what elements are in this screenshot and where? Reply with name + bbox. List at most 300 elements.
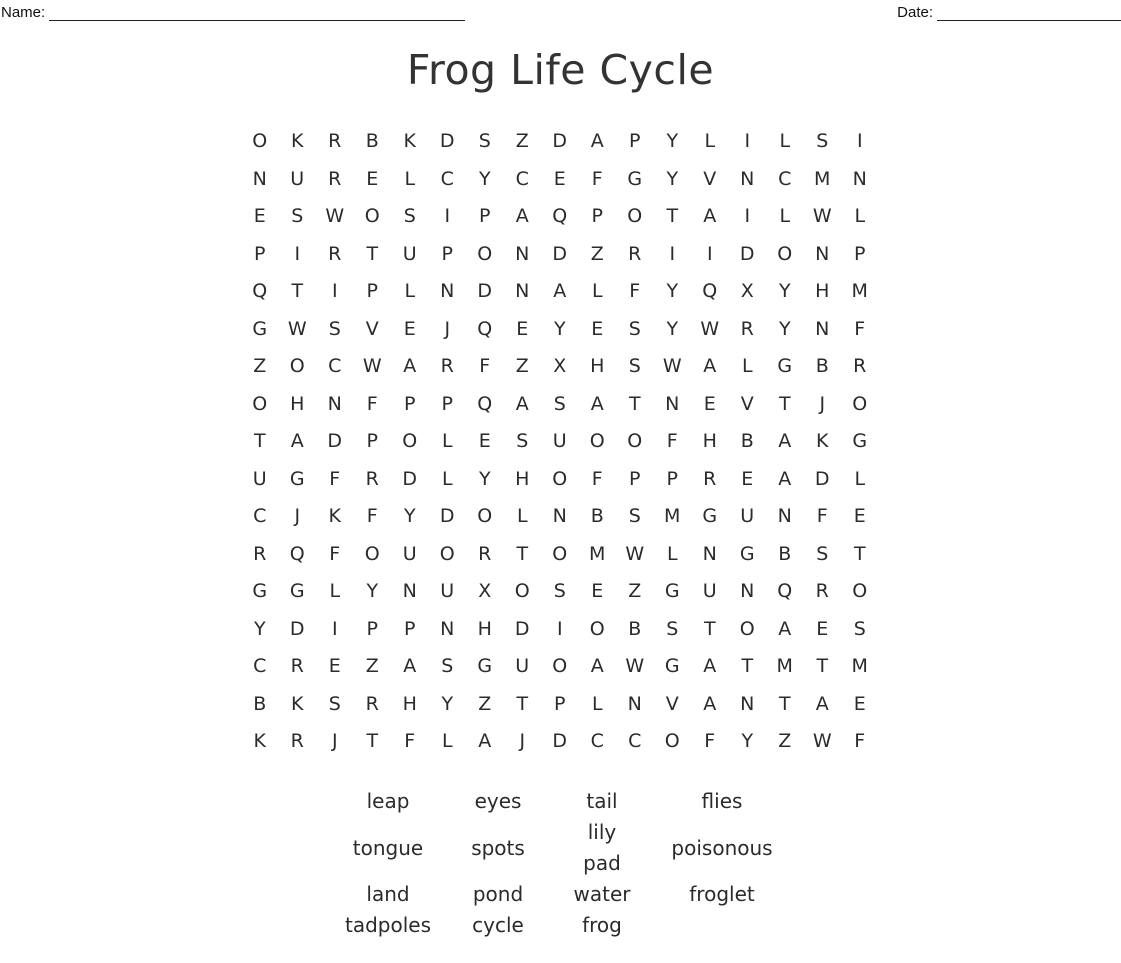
grid-letter[interactable]: F (329, 542, 341, 565)
grid-letter[interactable]: C (515, 167, 529, 190)
grid-letter[interactable]: L (441, 730, 453, 752)
date-blank-line[interactable] (937, 4, 1121, 21)
grid-letter[interactable]: H (515, 467, 530, 490)
grid-letter[interactable]: L (854, 205, 866, 227)
grid-letter[interactable]: E (403, 317, 416, 340)
grid-letter[interactable]: E (478, 430, 491, 452)
grid-letter[interactable]: O (589, 430, 605, 452)
grid-letter[interactable]: P (591, 205, 603, 227)
grid-letter[interactable]: W (625, 655, 645, 677)
grid-letter[interactable]: W (362, 355, 382, 377)
grid-letter[interactable]: O (252, 392, 268, 415)
grid-letter[interactable]: X (553, 355, 567, 377)
grid-letter[interactable]: A (590, 392, 604, 415)
grid-letter[interactable]: W (325, 205, 345, 227)
grid-letter[interactable]: P (404, 392, 416, 415)
grid-letter[interactable]: C (440, 167, 454, 190)
grid-letter[interactable]: H (815, 280, 830, 302)
grid-letter[interactable]: Z (365, 655, 379, 677)
grid-letter[interactable]: R (328, 167, 342, 190)
grid-letter[interactable]: T (291, 280, 304, 302)
word-bank-row (333, 786, 793, 817)
grid-letter[interactable]: I (444, 205, 451, 227)
grid-letter[interactable]: D (477, 280, 493, 302)
grid-letter[interactable]: P (366, 430, 378, 452)
grid-letter[interactable]: I (744, 130, 751, 152)
grid-letter[interactable]: V (703, 167, 717, 190)
word-bank-item: leap (366, 789, 410, 813)
word-bank-row (333, 879, 793, 910)
grid-letter[interactable]: N (515, 242, 530, 265)
grid-letter[interactable]: P (254, 242, 266, 265)
grid-letter[interactable]: E (591, 580, 604, 602)
grid-letter[interactable]: L (441, 467, 453, 490)
grid-letter[interactable]: L (441, 430, 453, 452)
grid-letter[interactable]: K (291, 692, 304, 715)
grid-letter[interactable]: L (404, 167, 416, 190)
grid-letter[interactable]: D (327, 430, 343, 452)
grid-letter[interactable]: S (816, 542, 829, 565)
grid-letter[interactable]: D (289, 617, 305, 640)
grid-letter[interactable]: M (814, 167, 831, 190)
grid-letter[interactable]: N (777, 505, 792, 527)
grid-letter[interactable]: N (740, 580, 755, 602)
grid-letter[interactable]: S (628, 355, 641, 377)
grid-letter[interactable]: A (703, 205, 717, 227)
grid-letter[interactable]: Y (666, 280, 679, 302)
grid-letter[interactable]: I (331, 280, 338, 302)
grid-letter[interactable]: D (739, 242, 755, 265)
grid-letter[interactable]: R (365, 692, 379, 715)
grid-letter[interactable]: G (664, 580, 680, 602)
grid-letter[interactable]: Y (403, 505, 416, 527)
grid-letter[interactable]: V (665, 692, 679, 715)
word-bank-item: frog (582, 913, 622, 937)
grid-letter[interactable]: C (590, 730, 604, 752)
grid-letter[interactable]: S (291, 205, 304, 227)
grid-letter[interactable]: S (328, 692, 341, 715)
grid-letter[interactable]: W (700, 317, 720, 340)
grid-letter[interactable]: S (628, 505, 641, 527)
grid-letter[interactable]: L (666, 542, 678, 565)
grid-letter[interactable]: F (479, 355, 491, 377)
grid-letter[interactable]: U (440, 580, 455, 602)
grid-letter[interactable]: T (516, 542, 529, 565)
grid-letter[interactable]: F (854, 317, 866, 340)
grid-letter[interactable]: M (851, 280, 868, 302)
grid-letter[interactable]: H (402, 692, 417, 715)
grid-letter[interactable]: Z (253, 355, 267, 377)
grid-letter[interactable]: G (252, 580, 268, 602)
grid-letter[interactable]: L (854, 467, 866, 490)
grid-letter[interactable]: F (591, 167, 603, 190)
grid-letter[interactable]: C (778, 167, 792, 190)
grid-letter[interactable]: O (477, 505, 493, 527)
grid-letter[interactable]: E (253, 205, 266, 227)
grid-letter[interactable]: W (812, 730, 832, 752)
grid-letter[interactable]: R (290, 730, 304, 752)
grid-letter[interactable]: Y (478, 467, 491, 490)
grid-letter[interactable]: I (294, 242, 301, 265)
grid-letter[interactable]: P (479, 205, 491, 227)
grid-letter[interactable]: O (552, 542, 568, 565)
grid-letter[interactable]: X (478, 580, 492, 602)
grid-letter[interactable]: D (552, 730, 568, 752)
grid-letter[interactable]: G (777, 355, 793, 377)
grid-letter[interactable]: T (366, 242, 379, 265)
grid-letter[interactable]: B (590, 505, 604, 527)
grid-letter[interactable]: E (853, 505, 866, 527)
grid-letter[interactable]: X (740, 280, 754, 302)
grid-letter[interactable]: K (403, 130, 416, 152)
grid-letter[interactable]: O (589, 617, 605, 640)
grid-letter[interactable]: G (852, 430, 868, 452)
grid-letter[interactable]: N (402, 580, 417, 602)
grid-letter[interactable]: D (514, 617, 530, 640)
grid-letter[interactable]: O (364, 205, 380, 227)
grid-letter[interactable]: O (289, 355, 305, 377)
grid-letter[interactable]: B (365, 130, 379, 152)
grid-letter[interactable]: P (366, 280, 378, 302)
grid-letter[interactable]: D (552, 242, 568, 265)
grid-letter[interactable]: C (253, 655, 267, 677)
grid-letter[interactable]: A (590, 130, 604, 152)
grid-letter[interactable]: C (628, 730, 642, 752)
grid-letter[interactable]: E (366, 167, 379, 190)
grid-letter[interactable]: I (744, 205, 751, 227)
name-field[interactable] (1, 4, 465, 21)
grid-letter[interactable]: L (516, 505, 528, 527)
grid-letter[interactable]: A (515, 205, 529, 227)
grid-letter[interactable]: O (252, 130, 268, 152)
grid-letter[interactable]: A (478, 730, 492, 752)
grid-letter[interactable]: N (815, 242, 830, 265)
grid-letter[interactable]: W (287, 317, 307, 340)
grid-letter[interactable]: R (365, 467, 379, 490)
grid-letter[interactable]: E (328, 655, 341, 677)
grid-letter[interactable]: J (331, 730, 338, 752)
grid-letter[interactable]: F (404, 730, 416, 752)
grid-letter[interactable]: O (852, 392, 868, 415)
grid-letter[interactable]: A (290, 430, 304, 452)
grid-letter[interactable]: Z (515, 355, 529, 377)
grid-letter[interactable]: R (253, 542, 267, 565)
grid-letter[interactable]: D (814, 467, 830, 490)
grid-letter[interactable]: V (740, 392, 754, 415)
grid-letter[interactable]: R (740, 317, 754, 340)
grid-letter[interactable]: Q (477, 317, 493, 340)
grid-letter[interactable]: H (477, 617, 492, 640)
grid-letter[interactable]: F (366, 392, 378, 415)
grid-letter[interactable]: Y (366, 580, 379, 602)
grid-letter[interactable]: T (778, 392, 791, 415)
grid-letter[interactable]: R (440, 355, 454, 377)
grid-letter[interactable]: Y (666, 167, 679, 190)
grid-letter[interactable]: T (628, 392, 641, 415)
grid-letter[interactable]: Z (515, 130, 529, 152)
grid-letter[interactable]: T (666, 205, 679, 227)
grid-letter[interactable]: E (591, 317, 604, 340)
grid-letter[interactable]: G (702, 505, 718, 527)
grid-letter[interactable]: Q (252, 280, 268, 302)
grid-letter[interactable]: W (625, 542, 645, 565)
grid-letter[interactable]: F (704, 730, 716, 752)
grid-letter[interactable]: K (816, 430, 829, 452)
grid-letter[interactable]: N (852, 167, 867, 190)
grid-letter[interactable]: H (590, 355, 605, 377)
grid-letter[interactable]: R (703, 467, 717, 490)
grid-letter[interactable]: B (628, 617, 642, 640)
grid-letter[interactable]: T (816, 655, 829, 677)
grid-letter[interactable]: G (664, 655, 680, 677)
grid-letter[interactable]: B (253, 692, 267, 715)
grid-letter[interactable]: Q (477, 392, 493, 415)
grid-letter[interactable]: U (402, 542, 417, 565)
grid-letter[interactable]: U (702, 580, 717, 602)
grid-letter[interactable]: V (365, 317, 379, 340)
grid-letter[interactable]: F (366, 505, 378, 527)
grid-letter[interactable]: D (439, 505, 455, 527)
grid-letter[interactable]: L (591, 692, 603, 715)
grid-letter[interactable]: P (404, 617, 416, 640)
grid-letter[interactable]: Q (702, 280, 718, 302)
grid-letter[interactable]: A (590, 655, 604, 677)
grid-letter[interactable]: S (516, 430, 529, 452)
name-blank-line[interactable] (49, 4, 465, 21)
grid-letter[interactable]: N (252, 167, 267, 190)
grid-letter[interactable]: F (816, 505, 828, 527)
grid-letter[interactable]: I (706, 242, 713, 265)
grid-letter[interactable]: I (331, 617, 338, 640)
grid-letter[interactable]: S (441, 655, 454, 677)
grid-letter[interactable]: R (290, 655, 304, 677)
grid-letter[interactable]: A (703, 692, 717, 715)
grid-letter[interactable]: W (662, 355, 682, 377)
grid-letter[interactable]: T (778, 692, 791, 715)
grid-letter[interactable]: T (703, 617, 716, 640)
grid-letter[interactable]: R (478, 542, 492, 565)
grid-letter[interactable]: O (739, 617, 755, 640)
grid-letter[interactable]: G (289, 467, 305, 490)
grid-letter[interactable]: F (854, 730, 866, 752)
grid-letter[interactable]: O (364, 542, 380, 565)
grid-letter[interactable]: R (328, 242, 342, 265)
grid-letter[interactable]: Z (778, 730, 792, 752)
grid-letter[interactable]: K (328, 505, 341, 527)
grid-letter[interactable]: J (444, 317, 451, 340)
grid-letter[interactable]: Y (253, 617, 266, 640)
grid-letter[interactable]: R (815, 580, 829, 602)
grid-letter[interactable]: F (591, 467, 603, 490)
grid-letter[interactable]: S (328, 317, 341, 340)
grid-letter[interactable]: J (819, 392, 826, 415)
grid-letter[interactable]: S (553, 580, 566, 602)
grid-letter[interactable]: P (629, 467, 641, 490)
grid-letter[interactable]: Y (666, 317, 679, 340)
grid-letter[interactable]: R (328, 130, 342, 152)
grid-letter[interactable]: J (519, 730, 526, 752)
grid-letter[interactable]: N (665, 392, 680, 415)
grid-letter[interactable]: A (703, 355, 717, 377)
grid-letter[interactable]: E (816, 617, 829, 640)
grid-letter[interactable]: I (556, 617, 563, 640)
grid-letter[interactable]: A (403, 655, 417, 677)
grid-letter[interactable]: G (289, 580, 305, 602)
grid-letter[interactable]: O (627, 430, 643, 452)
grid-letter[interactable]: N (815, 317, 830, 340)
grid-letter[interactable]: Y (666, 130, 679, 152)
grid-letter[interactable]: G (477, 655, 493, 677)
grid-letter[interactable]: N (515, 280, 530, 302)
grid-letter[interactable]: B (815, 355, 829, 377)
grid-letter[interactable]: O (402, 430, 418, 452)
grid-letter[interactable]: P (554, 692, 566, 715)
grid-letter[interactable]: N (740, 692, 755, 715)
grid-letter[interactable]: I (669, 242, 676, 265)
grid-letter[interactable]: O (552, 467, 568, 490)
grid-letter[interactable]: N (327, 392, 342, 415)
grid-letter[interactable]: M (664, 505, 681, 527)
grid-letter[interactable]: L (741, 355, 753, 377)
grid-letter[interactable]: M (589, 542, 606, 565)
grid-letter[interactable]: N (627, 692, 642, 715)
grid-letter[interactable]: M (851, 655, 868, 677)
grid-letter[interactable]: A (778, 467, 792, 490)
grid-letter[interactable]: N (440, 280, 455, 302)
grid-letter[interactable]: N (702, 542, 717, 565)
grid-letter[interactable]: T (853, 542, 866, 565)
grid-letter[interactable]: U (290, 167, 305, 190)
grid-letter[interactable]: D (439, 130, 455, 152)
grid-letter[interactable]: K (253, 730, 266, 752)
grid-letter[interactable]: C (328, 355, 342, 377)
grid-letter[interactable]: N (552, 505, 567, 527)
date-field[interactable] (897, 4, 1121, 21)
grid-letter[interactable]: A (515, 392, 529, 415)
grid-letter[interactable]: S (478, 130, 491, 152)
grid-letter[interactable]: S (403, 205, 416, 227)
grid-letter[interactable]: L (779, 205, 791, 227)
grid-letter[interactable]: A (778, 430, 792, 452)
grid-letter[interactable]: L (779, 130, 791, 152)
grid-letter[interactable]: Q (552, 205, 568, 227)
grid-letter[interactable]: Y (778, 317, 791, 340)
grid-letter[interactable]: Z (478, 692, 492, 715)
grid-letter[interactable]: P (666, 467, 678, 490)
grid-letter[interactable]: U (252, 467, 267, 490)
word-bank-item: tadpoles (344, 913, 431, 937)
grid-letter[interactable]: S (816, 130, 829, 152)
grid-letter[interactable]: T (253, 430, 266, 452)
grid-letter[interactable]: L (329, 580, 341, 602)
grid-letter[interactable]: Q (777, 580, 793, 602)
grid-letter[interactable]: Z (590, 242, 604, 265)
grid-letter[interactable]: P (629, 130, 641, 152)
grid-letter[interactable]: F (329, 467, 341, 490)
grid-letter[interactable]: E (741, 467, 754, 490)
grid-letter[interactable]: R (628, 242, 642, 265)
grid-letter[interactable]: A (778, 617, 792, 640)
grid-letter[interactable]: C (253, 505, 267, 527)
grid-letter[interactable]: G (627, 167, 643, 190)
grid-letter[interactable]: T (741, 655, 754, 677)
grid-letter[interactable]: A (553, 280, 567, 302)
grid-letter[interactable]: P (366, 617, 378, 640)
grid-letter[interactable]: N (440, 617, 455, 640)
grid-letter[interactable]: H (702, 430, 717, 452)
grid-letter[interactable]: O (627, 205, 643, 227)
grid-letter[interactable]: U (402, 242, 417, 265)
grid-letter[interactable]: B (740, 430, 754, 452)
grid-letter[interactable]: O (777, 242, 793, 265)
grid-letter[interactable]: O (852, 580, 868, 602)
grid-letter[interactable]: O (439, 542, 455, 565)
grid-letter[interactable]: D (402, 467, 418, 490)
grid-letter[interactable]: M (776, 655, 793, 677)
grid-letter[interactable]: E (703, 392, 716, 415)
grid-letter[interactable]: U (740, 505, 755, 527)
grid-letter[interactable]: T (366, 730, 379, 752)
grid-letter[interactable]: G (739, 542, 755, 565)
grid-letter[interactable]: B (778, 542, 792, 565)
grid-letter[interactable]: K (291, 130, 304, 152)
grid-letter[interactable]: L (591, 280, 603, 302)
grid-letter[interactable]: O (552, 655, 568, 677)
grid-letter[interactable]: Y (478, 167, 491, 190)
grid-letter[interactable]: D (552, 130, 568, 152)
grid-letter[interactable]: G (252, 317, 268, 340)
grid-letter[interactable]: R (853, 355, 867, 377)
grid-letter[interactable]: Q (289, 542, 305, 565)
grid-letter[interactable]: P (441, 392, 453, 415)
grid-letter[interactable]: E (553, 167, 566, 190)
grid-letter[interactable]: P (441, 242, 453, 265)
grid-letter[interactable]: L (404, 280, 416, 302)
grid-letter[interactable]: O (664, 730, 680, 752)
grid-letter[interactable]: L (704, 130, 716, 152)
grid-letter[interactable]: I (856, 130, 863, 152)
grid-letter[interactable]: T (516, 692, 529, 715)
grid-letter[interactable]: Z (628, 580, 642, 602)
grid-row (241, 498, 879, 536)
grid-letter[interactable]: Y (441, 692, 454, 715)
grid-letter[interactable]: H (290, 392, 305, 415)
grid-letter[interactable]: F (629, 280, 641, 302)
grid-letter[interactable]: O (514, 580, 530, 602)
grid-letter[interactable]: A (403, 355, 417, 377)
grid-letter[interactable]: A (815, 692, 829, 715)
grid-letter[interactable]: W (812, 205, 832, 227)
grid-letter[interactable]: P (854, 242, 866, 265)
grid-letter[interactable]: U (515, 655, 530, 677)
grid-letter[interactable]: J (294, 505, 301, 527)
word-bank-item: froglet (689, 882, 755, 906)
grid-letter[interactable]: A (703, 655, 717, 677)
grid-letter[interactable]: U (552, 430, 567, 452)
grid-letter[interactable]: S (553, 392, 566, 415)
grid-letter[interactable]: E (516, 317, 529, 340)
grid-letter[interactable]: Y (553, 317, 566, 340)
grid-letter[interactable]: N (740, 167, 755, 190)
grid-letter[interactable]: S (666, 617, 679, 640)
grid-letter[interactable]: Y (741, 730, 754, 752)
grid-letter[interactable]: E (853, 692, 866, 715)
grid-letter[interactable]: O (477, 242, 493, 265)
grid-letter[interactable]: Y (778, 280, 791, 302)
grid-letter[interactable]: S (628, 317, 641, 340)
grid-letter[interactable]: S (853, 617, 866, 640)
grid-letter[interactable]: F (666, 430, 678, 452)
